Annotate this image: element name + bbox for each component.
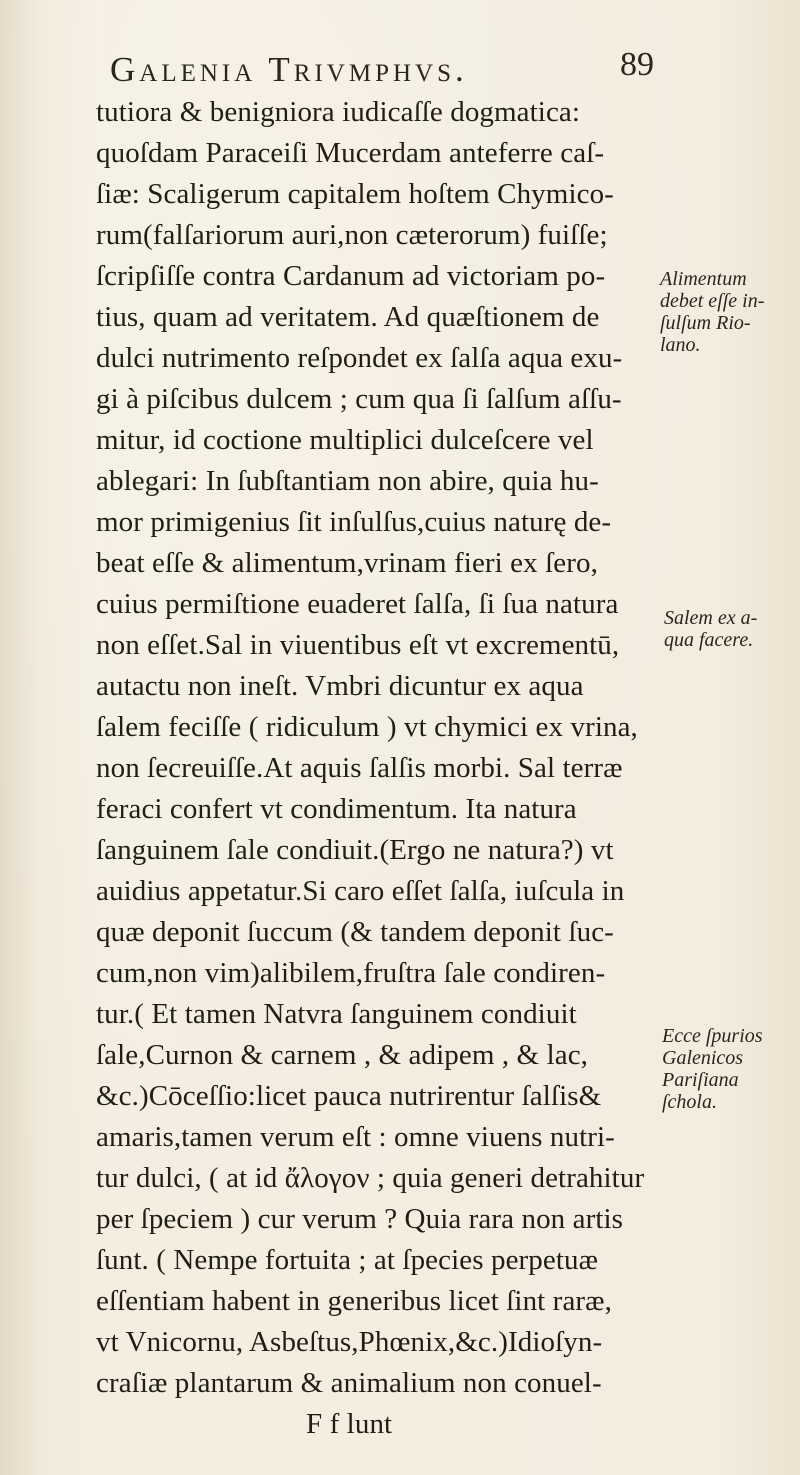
text-line: non eſſet.Sal in viuentibus eſt vt excrementū, [96,629,620,661]
text-line: eſſentiam habent in generibus licet ſint raræ, [96,1285,612,1317]
text-line: tutiora & benigniora iudicaſſe dogmatica: [96,96,581,128]
text-line: craſiæ plantarum & animalium non conuel- [96,1367,602,1399]
text-line: beat eſſe & alimentum,vrinam fieri ex ſero, [96,547,598,579]
text-line: quoſdam Paraceiſi Mucerdam anteferre caſ- [96,137,605,169]
text-line: cum,non vim)alibilem,fruſtra ſale condiren- [96,957,606,989]
text-line: mor primigenius ſit inſulſus,cuius naturę de- [96,506,612,538]
text-line: tius, quam ad veritatem. Ad quæſtionem de [96,301,600,333]
text-line: ablegari: In ſubſtantiam non abire, quia hu- [96,465,599,497]
text-line: vt Vnicornu, Asbeſtus,Phœnix,&c.)Idioſyn- [96,1326,603,1358]
text-line: feraci confert vt condimentum. Ita natura [96,793,577,825]
margin-note-salem: Salem ex a- qua facere. [664,607,758,651]
text-line: per ſpeciem ) cur verum ? Quia rara non artis [96,1203,624,1235]
text-line: tur dulci, ( at id ἄλογον ; quia generi detrahitur [96,1162,645,1194]
text-line: ſcripſiſſe contra Cardanum ad victoriam po- [96,260,606,292]
text-line: ſiæ: Scaligerum capitalem hoſtem Chymico- [96,178,614,210]
text-line: autactu non ineſt. Vmbri dicuntur ex aqua [96,670,584,702]
text-line: quæ deponit ſuccum (& tandem deponit ſuc- [96,916,614,948]
text-line: cuius permiſtione euaderet ſalſa, ſi ſua natura [96,588,619,620]
text-line: rum(falſariorum auri,non cæterorum) fuiſſe; [96,219,608,251]
margin-note-ecce: Ecce ſpurios Galenicos Pariſiana ſchola. [662,1025,763,1113]
text-line: &c.)Cōceſſio:licet pauca nutrirentur ſalſis& [96,1080,602,1112]
text-line: ſalem feciſſe ( ridiculum ) vt chymici ex vrina, [96,711,638,743]
text-line: auidius appetatur.Si caro eſſet ſalſa, iuſcula in [96,875,625,907]
text-line: gi à piſcibus dulcem ; cum qua ſi ſalſum aſſu- [96,383,622,415]
text-line: dulci nutrimento reſpondet ex ſalſa aqua exu- [96,342,623,374]
text-line: amaris,tamen verum eſt : omne viuens nutri- [96,1121,615,1153]
text-line: ſale,Curnon & carnem , & adipem , & lac, [96,1039,589,1071]
text-line: mitur, id coctione multiplici dulceſcere vel [96,424,594,456]
text-line: ſunt. ( Nempe fortuita ; at ſpecies perpetuæ [96,1244,599,1276]
running-title: Galenia Trivmphvs. [110,50,468,89]
text-line: non ſecreuiſſe.At aquis ſalſis morbi. Sal terræ [96,752,623,784]
page-number: 89 [620,46,654,83]
text-line: tur.( Et tamen Natvra ſanguinem condiuit [96,998,577,1030]
body-text-block [96,92,686,1445]
signature-catchword-line: F f lunt [306,1408,393,1440]
page-gutter-shadow [0,0,40,1475]
margin-note-alimentum: Alimentum debet eſſe in- ſulſum Rio- lano. [660,268,765,356]
text-line: ſanguinem ſale condiuit.(Ergo ne natura?) vt [96,834,614,866]
